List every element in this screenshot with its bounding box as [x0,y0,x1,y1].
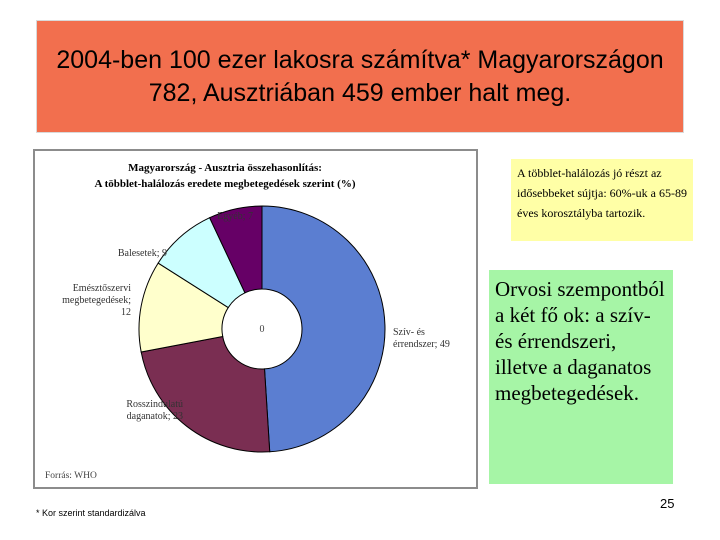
title-box [36,20,684,133]
chart-source: Forrás: WHO [45,471,97,481]
footnote: * Kor szerint standardizálva [36,508,146,518]
donut-slice [141,336,270,452]
highlight-box: Orvosi szempontból a két fő ok: a szív- és érrendszeri, illetve a daganatos megbetegedések. [489,270,673,484]
slice-label: Egyéb; 7 [217,211,253,222]
chart-subtitle: A többlet-halálozás eredete megbetegedések szerint (%) [94,178,356,190]
donut-slice [259,206,385,452]
donut-chart [35,151,476,487]
chart-frame [33,149,478,489]
chart-title: Magyarország - Ausztria összehasonlítás: [128,162,322,174]
slice-label: Szív- és érrendszer; 49 [393,327,450,350]
page-number: 25 [660,496,675,511]
slide-title: 2004-ben 100 ezer lakosra számítva* Magyarországon 782, Ausztriában 459 ember halt meg. [56,45,664,107]
slice-label: Rosszindulatú daganatok; 23 [126,399,183,422]
center-label: 0 [259,324,265,335]
slice-label: Emésztőszervi megbetegedések; 12 [62,283,131,318]
slice-label: Balesetek; 9 [117,248,167,259]
note-box: A többlet-halálozás jó részt az idősebbeket sújtja: 60%-uk a 65-89 éves korosztályba tartozik. [511,159,693,241]
